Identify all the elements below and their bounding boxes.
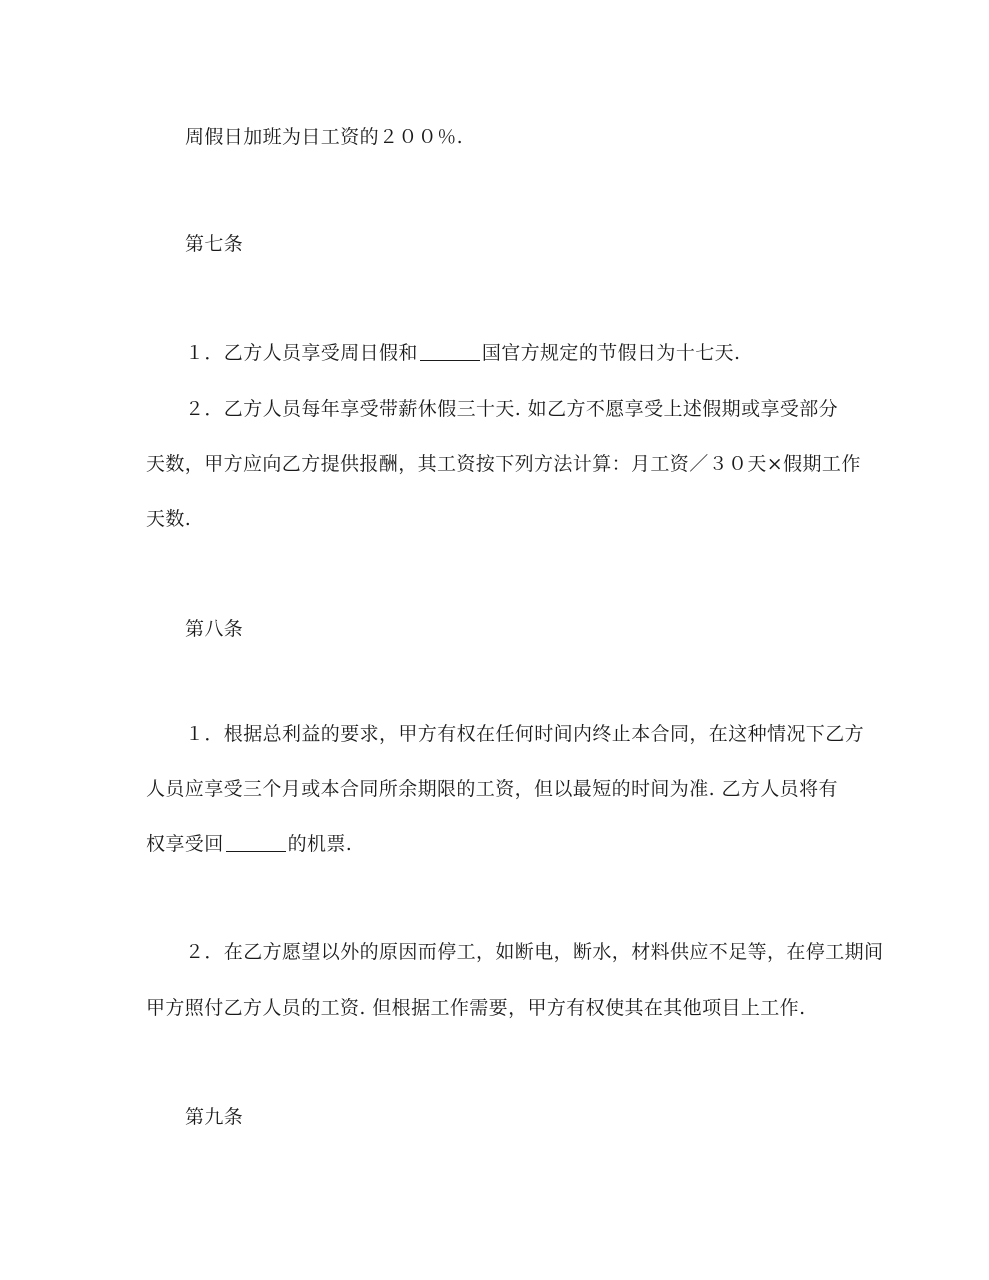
blank-destination-field: [226, 833, 286, 852]
article-7-item-1: [185, 341, 740, 365]
article-7-item-2-line-3: 天数.: [146, 508, 192, 530]
article-8-item-1-line-2: 人员应享受三个月或本合同所余期限的工资，但以最短的时间为准. 乙方人员将有: [146, 778, 838, 800]
article-7-item-1-text-start: １．乙方人员享受周日假和: [185, 342, 418, 364]
article-8-item-1-line-3: [146, 832, 352, 856]
article-8-item-1-line-3-end: 的机票.: [287, 833, 353, 855]
blank-country-field: [420, 342, 480, 361]
article-8-item-1-line-3-start: 权享受回: [146, 833, 224, 855]
article-7-item-2-line-2: 天数，甲方应向乙方提供报酬，其工资按下列方法计算：月工资／３０天×假期工作: [146, 453, 861, 475]
overtime-holiday-line: 周假日加班为日工资的２００％.: [185, 126, 464, 148]
article-7-item-1-text-end: 国官方规定的节假日为十七天.: [481, 342, 741, 364]
article-8-heading: 第八条: [185, 618, 244, 640]
article-8-item-1-line-1: １．根据总利益的要求，甲方有权在任何时间内终止本合同，在这种情况下乙方: [185, 723, 865, 745]
article-8-item-2-line-1: ２．在乙方愿望以外的原因而停工，如断电，断水，材料供应不足等，在停工期间: [185, 941, 884, 963]
article-7-item-2-line-1: ２．乙方人员每年享受带薪休假三十天. 如乙方不愿享受上述假期或享受部分: [185, 398, 839, 420]
article-9-heading: 第九条: [185, 1106, 244, 1128]
article-8-item-2-line-2: 甲方照付乙方人员的工资. 但根据工作需要，甲方有权使其在其他项目上工作.: [146, 997, 806, 1019]
article-7-heading: 第七条: [185, 233, 244, 255]
